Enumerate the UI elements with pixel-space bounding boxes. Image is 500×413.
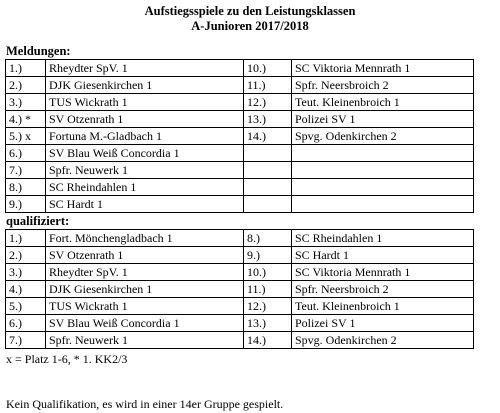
rank-cell — [244, 179, 292, 196]
rank-cell: 3.) — [6, 94, 46, 111]
team-cell: Teut. Kleinenbroich 1 — [292, 298, 474, 315]
legend-note: x = Platz 1-6, * 1. KK2/3 — [6, 352, 128, 366]
table-row — [6, 60, 474, 77]
table-row — [6, 162, 474, 179]
team-cell: TUS Wickrath 1 — [46, 298, 244, 315]
rank-cell: 5.) — [6, 298, 46, 315]
document-subtitle: A-Junioren 2017/2018 — [191, 19, 309, 33]
qualifiziert-heading: qualifiziert: — [6, 214, 70, 228]
document-title: Aufstiegsspiele zu den Leistungsklassen — [144, 4, 356, 18]
team-cell: Teut. Kleinenbroich 1 — [292, 94, 474, 111]
team-cell: DJK Giesenkirchen 1 — [46, 281, 244, 298]
team-cell: SV Otzenrath 1 — [46, 111, 244, 128]
team-cell: DJK Giesenkirchen 1 — [46, 77, 244, 94]
team-cell: Rheydter SpV. 1 — [46, 264, 244, 281]
rank-cell: 13.) — [244, 315, 292, 332]
team-cell: Spvg. Odenkirchen 2 — [292, 128, 474, 145]
team-cell — [292, 162, 474, 179]
rank-cell: 10.) — [244, 60, 292, 77]
meldungen-table — [5, 59, 474, 213]
rank-cell: 13.) — [244, 111, 292, 128]
table-row — [6, 145, 474, 162]
rank-cell: 1.) — [6, 60, 46, 77]
team-cell: Fortuna M.-Gladbach 1 — [46, 128, 244, 145]
rank-cell: 12.) — [244, 298, 292, 315]
team-cell: Rheydter SpV. 1 — [46, 60, 244, 77]
rank-cell: 2.) — [6, 247, 46, 264]
rank-cell: 14.) — [244, 332, 292, 349]
team-cell: SC Rheindahlen 1 — [46, 179, 244, 196]
team-cell: SV Blau Weiß Concordia 1 — [46, 145, 244, 162]
team-cell: Polizei SV 1 — [292, 111, 474, 128]
team-cell: Spfr. Neersbroich 2 — [292, 281, 474, 298]
rank-cell: 8.) — [6, 179, 46, 196]
table-row — [6, 94, 474, 111]
rank-cell: 6.) — [6, 315, 46, 332]
table-row — [6, 111, 474, 128]
rank-cell: 1.) — [6, 230, 46, 247]
rank-cell: 2.) — [6, 77, 46, 94]
table-row — [6, 298, 474, 315]
team-cell: Fort. Mönchengladbach 1 — [46, 230, 244, 247]
rank-cell — [244, 196, 292, 213]
rank-cell: 6.) — [6, 145, 46, 162]
rank-cell: 10.) — [244, 264, 292, 281]
table-row — [6, 332, 474, 349]
table-row — [6, 179, 474, 196]
team-cell: Spfr. Neersbroich 2 — [292, 77, 474, 94]
table-row — [6, 247, 474, 264]
rank-cell — [244, 145, 292, 162]
rank-cell: 12.) — [244, 94, 292, 111]
team-cell: SV Blau Weiß Concordia 1 — [46, 315, 244, 332]
table-row — [6, 77, 474, 94]
footer-note: Kein Qualifikation, es wird in einer 14er Gruppe gespielt. — [6, 397, 284, 411]
rank-cell: 7.) — [6, 332, 46, 349]
team-cell: SC Rheindahlen 1 — [292, 230, 474, 247]
rank-cell: 8.) — [244, 230, 292, 247]
table-row — [6, 315, 474, 332]
team-cell: TUS Wickrath 1 — [46, 94, 244, 111]
team-cell: Spfr. Neuwerk 1 — [46, 162, 244, 179]
team-cell — [292, 145, 474, 162]
rank-cell: 4.) * — [6, 111, 46, 128]
table-row — [6, 196, 474, 213]
team-cell: Spvg. Odenkirchen 2 — [292, 332, 474, 349]
rank-cell: 9.) — [244, 247, 292, 264]
rank-cell: 3.) — [6, 264, 46, 281]
qualifiziert-table — [5, 229, 474, 349]
rank-cell — [244, 162, 292, 179]
team-cell: SC Viktoria Mennrath 1 — [292, 264, 474, 281]
rank-cell: 11.) — [244, 281, 292, 298]
rank-cell: 11.) — [244, 77, 292, 94]
team-cell: SC Hardt 1 — [46, 196, 244, 213]
table-row — [6, 128, 474, 145]
team-cell: SV Otzenrath 1 — [46, 247, 244, 264]
rank-cell: 7.) — [6, 162, 46, 179]
table-row — [6, 264, 474, 281]
rank-cell: 4.) — [6, 281, 46, 298]
table-row — [6, 281, 474, 298]
table-row — [6, 230, 474, 247]
team-cell: Spfr. Neuwerk 1 — [46, 332, 244, 349]
rank-cell: 9.) — [6, 196, 46, 213]
meldungen-heading: Meldungen: — [6, 44, 71, 58]
rank-cell: 14.) — [244, 128, 292, 145]
rank-cell: 5.) x — [6, 128, 46, 145]
team-cell — [292, 179, 474, 196]
team-cell: SC Hardt 1 — [292, 247, 474, 264]
team-cell: Polizei SV 1 — [292, 315, 474, 332]
team-cell: SC Viktoria Mennrath 1 — [292, 60, 474, 77]
team-cell — [292, 196, 474, 213]
